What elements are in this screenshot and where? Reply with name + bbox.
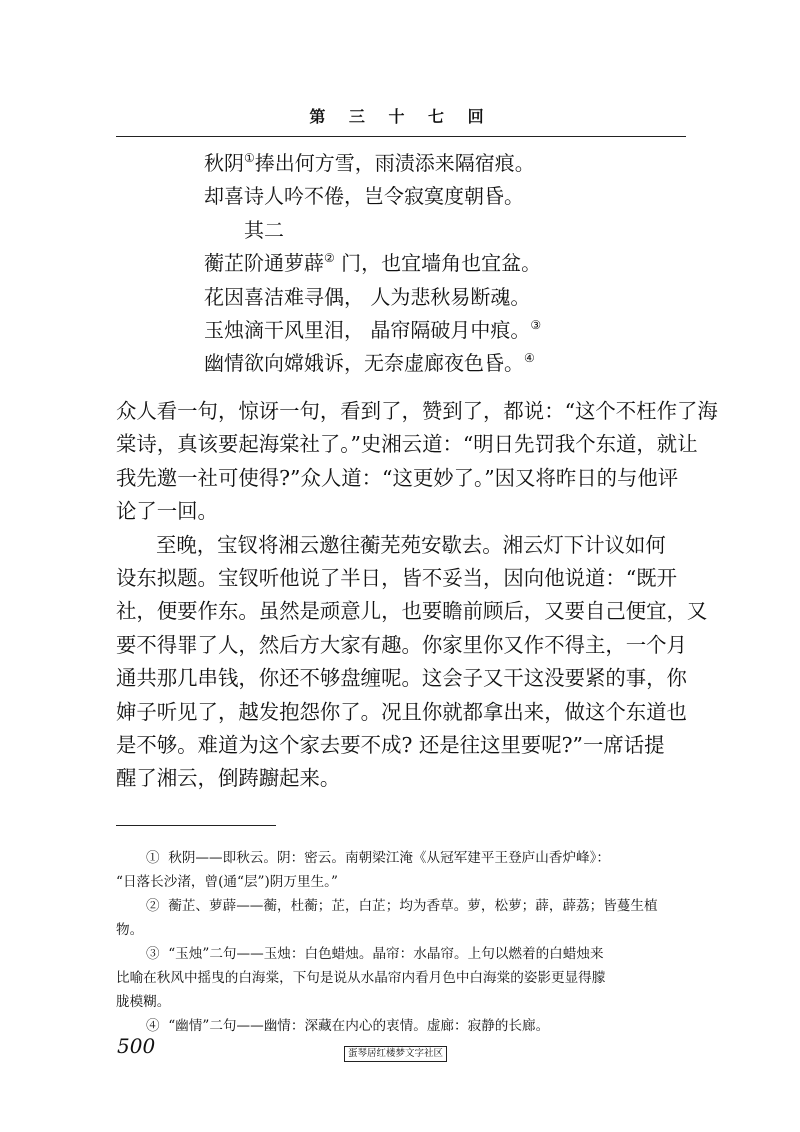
poem-text: 其二 bbox=[244, 217, 284, 242]
prose-line: 我先邀一社可使得?”众人道：“这更妙了。”因又将昨日的与他评 bbox=[116, 465, 679, 490]
prose-line: 通共那几串钱，你还不够盘缠呢。这会子又干这没要紧的事，你 bbox=[116, 666, 687, 691]
poem-text: 玉烛滴干风里泪， 晶帘隔破月中痕。 bbox=[204, 317, 531, 342]
poem-line bbox=[204, 314, 541, 347]
prose-line: 婶子听见了，越发抱怨你了。况且你就都拿出来，做这个东道也 bbox=[116, 699, 687, 724]
footnote-marker: ② bbox=[324, 251, 335, 266]
footnote-rule bbox=[116, 825, 276, 826]
footnote-line: 比喻在秋风中摇曳的白海棠，下句是说从水晶帘内看月色中白海棠的姿影更显得朦 bbox=[116, 970, 606, 986]
poem-block bbox=[204, 147, 541, 381]
prose-line: 设东拟题。宝钗听他说了半日，皆不妥当，因向他说道：“既开 bbox=[116, 565, 677, 590]
prose-line: 醒了湘云，倒踌躕起来。 bbox=[116, 766, 341, 791]
poem-text: 幽情欲向嫦娥诉，无奈虚廊夜色昏。 bbox=[204, 351, 524, 376]
chapter-title: 第 三 十 七 回 bbox=[309, 107, 493, 126]
footnote-line: ① 秋阴——即秋云。阴：密云。南朝梁江淹《从冠军建平王登庐山香炉峰》： bbox=[146, 850, 611, 866]
prose-line: 众人看一句，惊讶一句，看到了，赞到了，都说：“这个不枉作了海 bbox=[116, 399, 718, 423]
poem-text: 蘅芷阶通萝薜 bbox=[204, 251, 324, 276]
prose-line: 是不够。难道为这个家去要不成? 还是往这里要呢?”一席话提 bbox=[116, 732, 665, 757]
footnote-marker: ③ bbox=[530, 317, 542, 332]
footnote-marker: ① bbox=[244, 151, 255, 165]
poem-line bbox=[204, 247, 541, 280]
prose-line: 社，便要作东。虽然是顽意儿，也要瞻前顾后，又要自己便宜，又 bbox=[116, 599, 708, 624]
footnote-marker: ④ bbox=[524, 351, 535, 366]
poem-line bbox=[204, 281, 541, 314]
poem-text: 门，也宜墙角也宜盆。 bbox=[334, 251, 542, 276]
poem-line bbox=[204, 347, 541, 380]
footnote-line: 胧模糊。 bbox=[116, 994, 171, 1010]
prose-line: 要不得罪了人，然后方大家有趣。你家里你又作不得主，一个月 bbox=[116, 632, 687, 657]
footnote-line: 物。 bbox=[116, 922, 144, 938]
poem-line bbox=[204, 147, 541, 180]
source-stamp: 蛋琴居红楼梦文字社区 bbox=[344, 1046, 447, 1062]
poem-text: 秋阴 bbox=[204, 151, 244, 175]
header-rule bbox=[116, 136, 686, 137]
footnotes-block bbox=[116, 846, 688, 1038]
poem-subtitle bbox=[204, 214, 541, 247]
poem-text: 花因喜洁难寻偶， 人为悲秋易断魂。 bbox=[204, 284, 531, 309]
poem-text: 却喜诗人吟不倦，岂令寂寞度朝昏。 bbox=[204, 184, 524, 209]
prose-line: 论了一回。 bbox=[116, 499, 218, 524]
page-number: 500 bbox=[117, 1034, 156, 1058]
prose-block bbox=[116, 395, 718, 796]
footnote-line: ③ “玉烛”二句——玉烛：白色蜡烛。晶帘：水晶帘。上句以燃着的白蜡烛来 bbox=[146, 946, 604, 962]
footnote-line: “日落长沙渚，曾(通“层”)阴万里生。” bbox=[116, 874, 338, 890]
prose-line: 棠诗，真该要起海棠社了。”史湘云道：“明日先罚我个东道，就让 bbox=[116, 432, 698, 457]
poem-line bbox=[204, 180, 541, 213]
footnote-line: ④ “幽情”二句——幽情：深藏在内心的衷情。虚廊：寂静的长廊。 bbox=[146, 1018, 550, 1034]
prose-line: 至晚，宝钗将湘云邀往蘅芜苑安歇去。湘云灯下计议如何 bbox=[156, 532, 666, 557]
poem-text: 捧出何方雪，雨渍添来隔宿痕。 bbox=[254, 151, 535, 175]
footnote-line: ② 蘅芷、萝薜——蘅，杜蘅；芷，白芷；均为香草。萝，松萝；薜，薜荔；皆蔓生植 bbox=[146, 898, 658, 914]
